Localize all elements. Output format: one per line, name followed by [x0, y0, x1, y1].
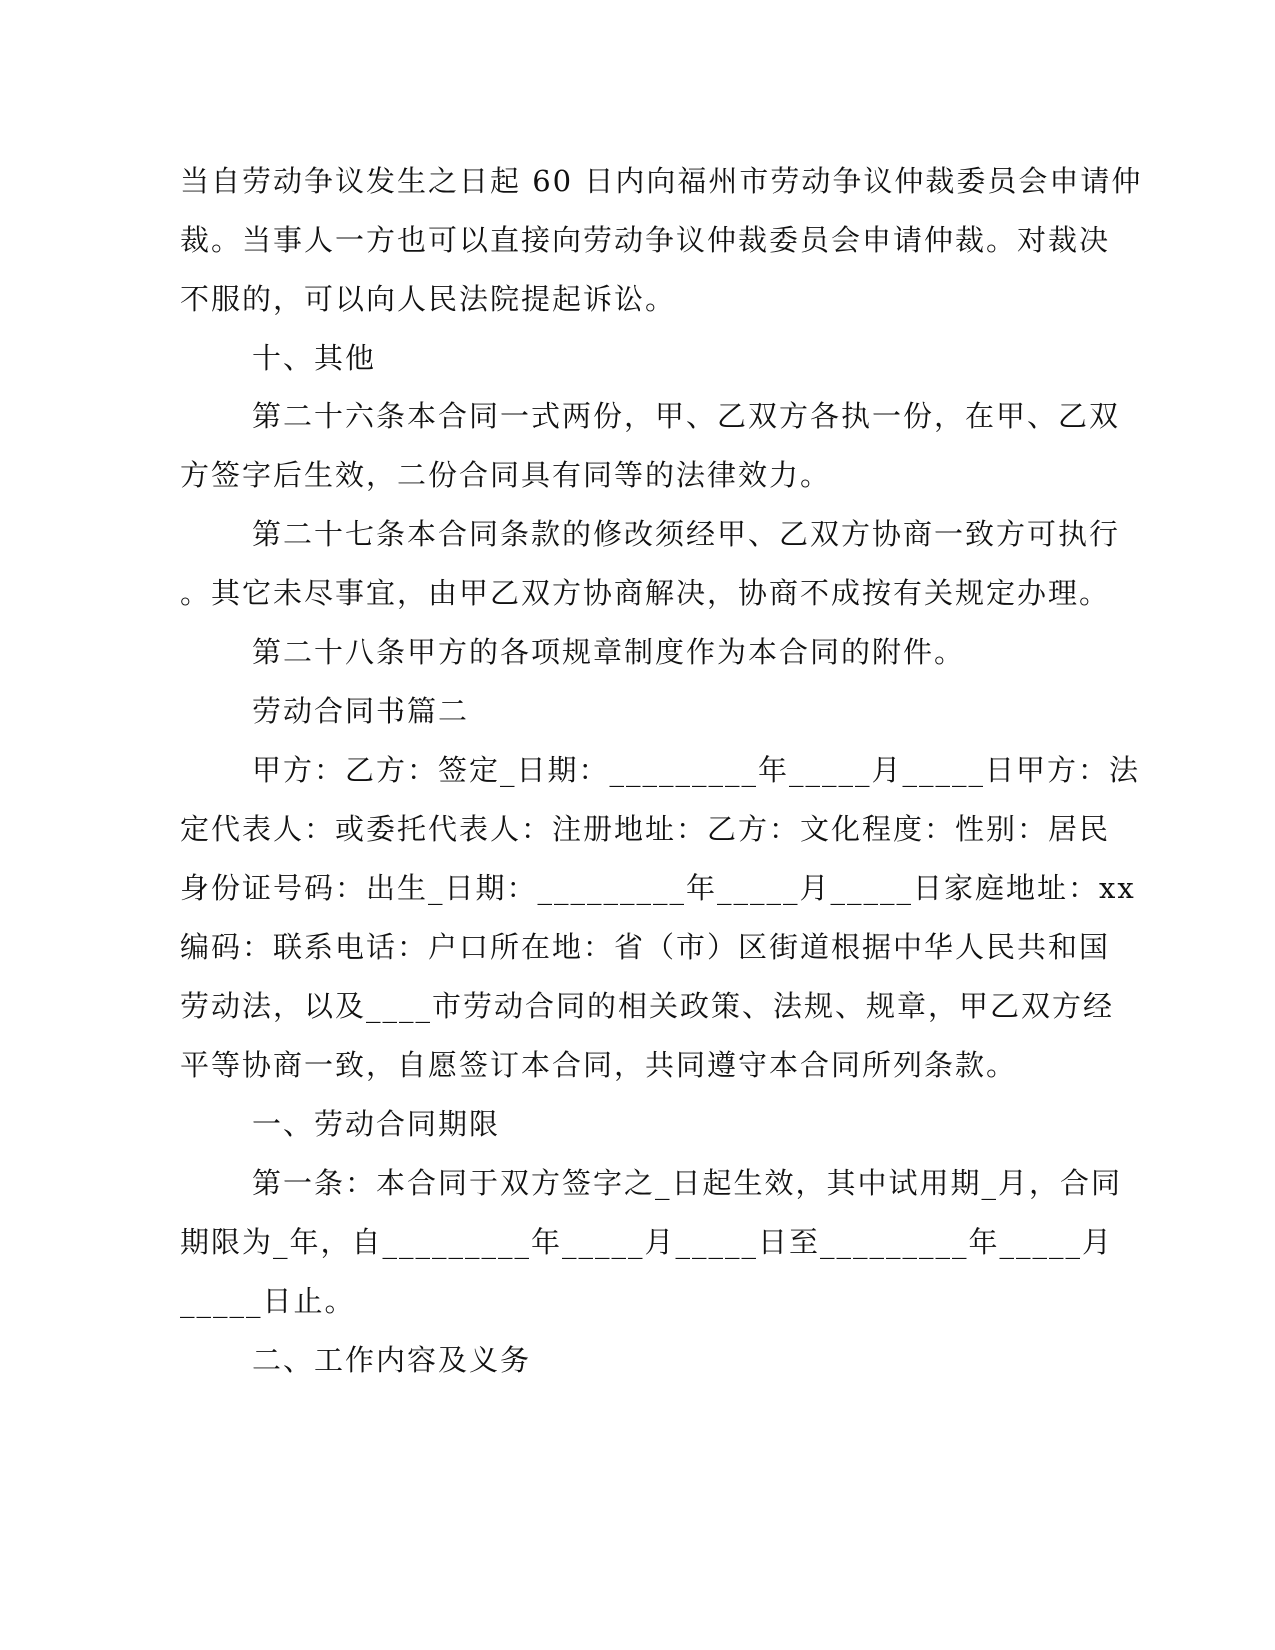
text-line: 第一条：本合同于双方签字之_日起生效，其中试用期_月，合同 [252, 1166, 1123, 1200]
section-heading: 二、工作内容及义务 [252, 1343, 532, 1377]
text-line: 劳动法，以及____市劳动合同的相关政策、法规、规章，甲乙双方经 [180, 989, 1115, 1023]
text-line: _____日止。 [180, 1284, 356, 1318]
text-line: 期限为_年，自_________年_____月_____日至_________年_____月 [180, 1225, 1114, 1259]
text-line: 裁。当事人一方也可以直接向劳动争议仲裁委员会申请仲裁。对裁决 [180, 223, 1111, 257]
text-line: 方签字后生效，二份合同具有同等的法律效力。 [180, 458, 832, 492]
text-line: 编码：联系电话：户口所在地：省（市）区街道根据中华人民共和国 [180, 930, 1111, 964]
text-line: 当自劳动争议发生之日起 60 日内向福州市劳动争议仲裁委员会申请仲 [180, 164, 1143, 198]
text-line: 不服的，可以向人民法院提起诉讼。 [180, 282, 677, 316]
text-line: 第二十八条甲方的各项规章制度作为本合同的附件。 [252, 635, 966, 669]
text-line: 定代表人：或委托代表人：注册地址：乙方：文化程度：性别：居民 [180, 812, 1111, 846]
section-heading: 一、劳动合同期限 [252, 1107, 501, 1141]
text-line: 。其它未尽事宜，由甲乙双方协商解决，协商不成按有关规定办理。 [180, 576, 1111, 610]
section-heading: 十、其他 [252, 341, 377, 375]
text-line: 身份证号码：出生_日期：_________年_____月_____日家庭地址：xx [180, 871, 1136, 905]
text-line: 第二十七条本合同条款的修改须经甲、乙双方协商一致方可执行 [252, 517, 1121, 551]
text-line: 第二十六条本合同一式两份，甲、乙双方各执一份，在甲、乙双 [252, 399, 1121, 433]
section-heading: 劳动合同书篇二 [252, 694, 470, 728]
text-line: 甲方：乙方：签定_日期：_________年_____月_____日甲方：法 [252, 753, 1141, 787]
text-line: 平等协商一致，自愿签订本合同，共同遵守本合同所列条款。 [180, 1048, 1018, 1082]
